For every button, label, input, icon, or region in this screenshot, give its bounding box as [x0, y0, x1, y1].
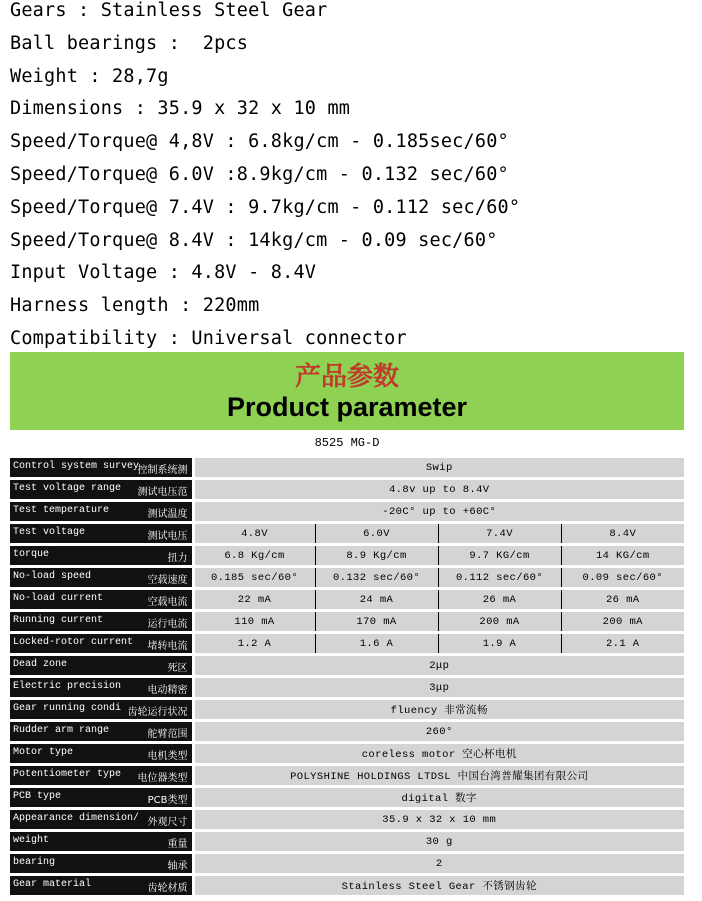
- row-label: [10, 743, 193, 765]
- spec-line: Speed/Torque@ 4,8V : 6.8kg/cm - 0.185sec/60°: [10, 131, 509, 153]
- row-value: 2μp: [193, 655, 684, 677]
- row-value: 1.6 A: [315, 633, 438, 655]
- parameter-banner: [10, 352, 684, 430]
- table-row: [10, 589, 684, 611]
- row-value: 0.185 sec/60°: [193, 567, 315, 589]
- spec-list: [10, 0, 700, 361]
- table-row: [10, 699, 684, 721]
- table-row: [10, 458, 684, 479]
- table-row: [10, 743, 684, 765]
- row-value: 4.8V: [193, 523, 315, 545]
- row-label-en: Running current: [13, 615, 104, 626]
- row-label: [10, 765, 193, 787]
- row-value: 2: [193, 853, 684, 875]
- table-row: [10, 611, 684, 633]
- row-value: POLYSHINE HOLDINGS LTDSL 中国台湾普耀集团有限公司: [193, 765, 684, 787]
- spec-line: Speed/Torque@ 8.4V : 14kg/cm - 0.09 sec/60°: [10, 229, 498, 251]
- row-label: [10, 721, 193, 743]
- table-row: [10, 523, 684, 545]
- row-value: 26 mA: [561, 589, 684, 611]
- row-label: [10, 567, 193, 589]
- row-label-cn: 扭力: [167, 553, 188, 564]
- row-value: 200 mA: [561, 611, 684, 633]
- row-label-en: bearing: [13, 857, 56, 868]
- row-label-en: No-load speed: [13, 571, 92, 582]
- row-value: 26 mA: [438, 589, 561, 611]
- table-row: [10, 479, 684, 501]
- banner-title-en: Product parameter: [226, 392, 468, 422]
- row-label-cn: PCB类型: [147, 795, 188, 806]
- row-label: [10, 809, 193, 831]
- row-label-cn: 电机类型: [147, 751, 188, 762]
- row-label-cn: 外观尺寸: [147, 817, 188, 828]
- row-label-en: Test voltage: [13, 527, 86, 538]
- row-label: [10, 787, 193, 809]
- row-label-en: Control system survey: [13, 461, 140, 472]
- row-value: -20C° up to +60C°: [193, 501, 684, 523]
- row-label-en: Gear material: [13, 879, 92, 890]
- row-value: Swip: [193, 458, 684, 479]
- row-value: 8.4V: [561, 523, 684, 545]
- row-label-en: Electric precision: [13, 681, 122, 692]
- row-value: 22 mA: [193, 589, 315, 611]
- spec-line: Dimensions : 35.9 x 32 x 10 mm: [10, 98, 351, 120]
- row-label: [10, 633, 193, 655]
- row-value: 1.9 A: [438, 633, 561, 655]
- row-label: [10, 479, 193, 501]
- row-label-cn: 空载速度: [147, 575, 188, 586]
- row-label-cn: 控制系统测: [137, 465, 188, 476]
- row-label: [10, 853, 193, 875]
- row-label-cn: 舵臂范围: [147, 729, 188, 740]
- row-label-cn: 轴承: [167, 861, 188, 872]
- row-label-cn: 测试温度: [147, 509, 188, 520]
- row-label: [10, 589, 193, 611]
- row-label-cn: 齿轮运行状况: [127, 707, 188, 718]
- row-value: 170 mA: [315, 611, 438, 633]
- table-row: [10, 853, 684, 875]
- row-label-cn: 测试电压范: [137, 487, 188, 498]
- table-row: [10, 831, 684, 853]
- row-label: [10, 458, 193, 479]
- spec-line: Weight : 28,7g: [10, 65, 169, 87]
- row-label: [10, 611, 193, 633]
- row-label-en: Dead zone: [13, 659, 68, 670]
- row-label: [10, 545, 193, 567]
- spec-line: Gears : Stainless Steel Gear: [10, 0, 328, 21]
- spec-line: Harness length : 220mm: [10, 295, 260, 317]
- table-row: [10, 567, 684, 589]
- row-label-en: Test voltage range: [13, 483, 122, 494]
- row-label-en: PCB type: [13, 791, 62, 802]
- table-row: [10, 545, 684, 567]
- row-value: 0.112 sec/60°: [438, 567, 561, 589]
- row-value: 1.2 A: [193, 633, 315, 655]
- row-value: 9.7 KG/cm: [438, 545, 561, 567]
- table-row: [10, 677, 684, 699]
- spec-line: Ball bearings : 2pcs: [10, 32, 249, 54]
- row-value: 6.8 Kg/cm: [193, 545, 315, 567]
- row-label-en: Appearance dimension/: [13, 813, 140, 824]
- table-row: [10, 765, 684, 787]
- row-value: 2.1 A: [561, 633, 684, 655]
- row-label: [10, 655, 193, 677]
- table-row: [10, 501, 684, 523]
- spec-line: Speed/Torque@ 6.0V :8.9kg/cm - 0.132 sec/60°: [10, 163, 509, 185]
- row-label-en: Motor type: [13, 747, 74, 758]
- row-label-en: Rudder arm range: [13, 725, 110, 736]
- row-label-en: No-load current: [13, 593, 104, 604]
- row-label: [10, 699, 193, 721]
- row-value: 4.8v up to 8.4V: [193, 479, 684, 501]
- spec-line: Speed/Torque@ 7.4V : 9.7kg/cm - 0.112 sec/60°: [10, 196, 521, 218]
- row-value: 200 mA: [438, 611, 561, 633]
- row-value: 0.132 sec/60°: [315, 567, 438, 589]
- table-row: [10, 655, 684, 677]
- row-value: 35.9 x 32 x 10 mm: [193, 809, 684, 831]
- row-label-cn: 电位器类型: [137, 773, 188, 784]
- model-number: 8525 MG-D: [10, 432, 684, 454]
- banner-title-cn: 产品参数: [294, 362, 399, 392]
- row-value: 8.9 Kg/cm: [315, 545, 438, 567]
- row-label-cn: 堵转电流: [147, 641, 188, 652]
- row-label: [10, 875, 193, 897]
- row-value: 7.4V: [438, 523, 561, 545]
- row-label-cn: 运行电流: [147, 619, 188, 630]
- row-value: 110 mA: [193, 611, 315, 633]
- parameter-table: [10, 458, 684, 898]
- row-label-en: Gear running condi: [13, 703, 122, 714]
- table-row: [10, 787, 684, 809]
- row-label-en: Test temperature: [13, 505, 110, 516]
- table-row: [10, 875, 684, 897]
- row-value: 24 mA: [315, 589, 438, 611]
- row-value: 30 g: [193, 831, 684, 853]
- row-label-cn: 齿轮材质: [147, 883, 188, 894]
- row-label-cn: 空载电流: [147, 597, 188, 608]
- row-label-en: torque: [13, 549, 50, 560]
- row-value: 14 KG/cm: [561, 545, 684, 567]
- table-row: [10, 633, 684, 655]
- row-label: [10, 501, 193, 523]
- row-value: fluency 非常流畅: [193, 699, 684, 721]
- row-label-cn: 测试电压: [147, 531, 188, 542]
- row-value: 6.0V: [315, 523, 438, 545]
- row-label: [10, 831, 193, 853]
- table-row: [10, 809, 684, 831]
- row-label: [10, 677, 193, 699]
- row-value: 0.09 sec/60°: [561, 567, 684, 589]
- row-label-cn: 重量: [167, 839, 188, 850]
- row-value: 260°: [193, 721, 684, 743]
- row-label-en: Potentiometer type: [13, 769, 122, 780]
- row-value: 3μp: [193, 677, 684, 699]
- row-label-cn: 电动精密: [147, 685, 188, 696]
- row-label-en: weight: [13, 835, 50, 846]
- row-label: [10, 523, 193, 545]
- spec-line: Compatibility : Universal connector: [10, 327, 407, 349]
- row-label-en: Locked-rotor current: [13, 637, 134, 648]
- spec-line: Input Voltage : 4.8V - 8.4V: [10, 262, 317, 284]
- row-label-cn: 死区: [167, 663, 188, 674]
- product-parameter-sheet: [10, 352, 684, 898]
- row-value: Stainless Steel Gear 不锈钢齿轮: [193, 875, 684, 897]
- row-value: coreless motor 空心杯电机: [193, 743, 684, 765]
- row-value: digital 数字: [193, 787, 684, 809]
- table-row: [10, 721, 684, 743]
